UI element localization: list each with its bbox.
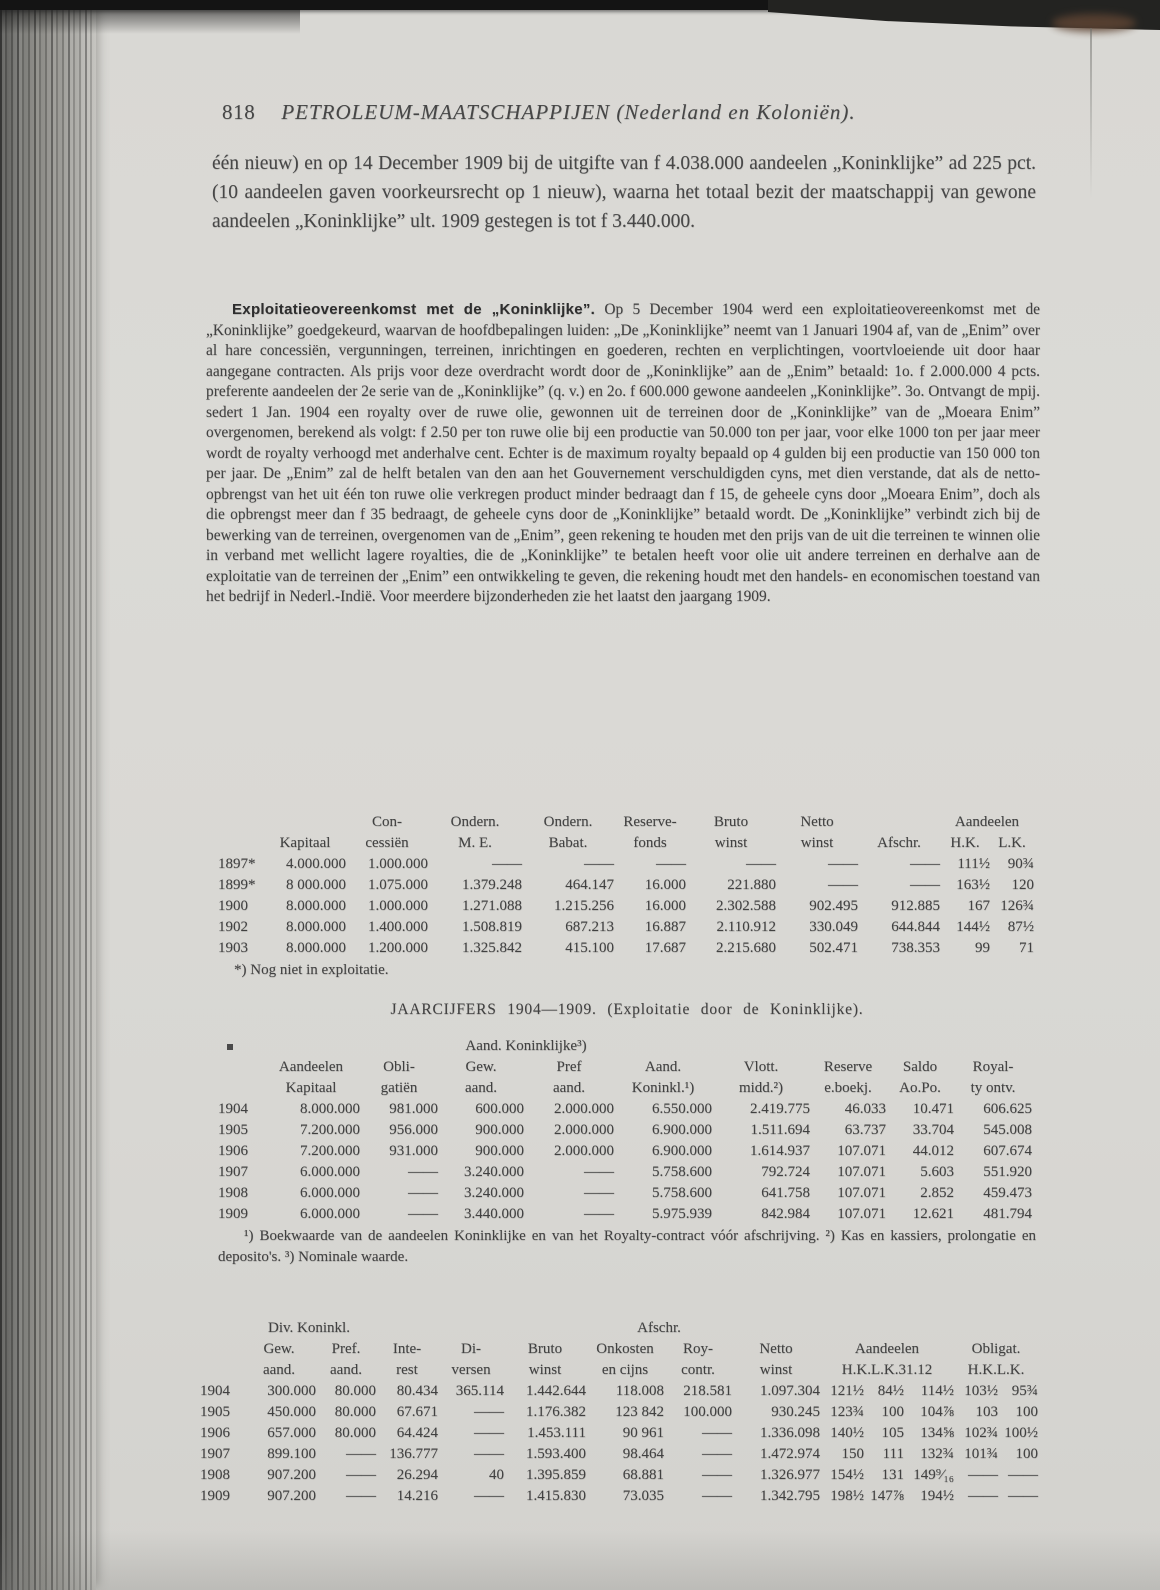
table-row: 1906 7.200.000 931.000 900.000 2.000.000 6.900.000 1.614.937 107.071 44.012 607.674 <box>218 1143 1032 1159</box>
table-row: 1908 6.000.000 —— 3.240.000 —— 5.758.600 641.758 107.071 2.852 459.473 <box>218 1185 1032 1201</box>
jaarcijfers-title: JAARCIJFERS 1904—1909. (Exploitatie door de Koninklijke). <box>390 1001 864 1018</box>
table-kapitaal <box>218 812 1034 959</box>
table-jaarcijfers-footnote: ¹) Boekwaarde van de aandeelen Koninklijke en van het Royalty-contract vóór afschrijving. ²) Kas en kassiers, prolongatie en deposito's. ³) Nominale waarde. <box>218 1228 1036 1265</box>
table-jaarcijfers-wrapper <box>218 1036 1036 1268</box>
exploitatie-section <box>206 300 1040 608</box>
page-number: 818 <box>222 100 256 124</box>
scan-smudge <box>1052 14 1136 32</box>
table-row: 1903 8.000.000 1.200.000 1.325.842 415.100 17.687 2.215.680 502.471 738.353 99 71 <box>218 940 1034 956</box>
table-row: 1899* 8 000.000 1.075.000 1.379.248 464.147 16.000 221.880 —— —— 163½ 120 <box>218 877 1034 893</box>
table-row: 1904 8.000.000 981.000 600.000 2.000.000 6.550.000 2.419.775 46.033 10.471 606.625 <box>218 1101 1032 1117</box>
table-row: 1909 907.200 —— 14.216 —— 1.415.830 73.035 —— 1.342.795 198½ 147⅞ 194½ —— —— <box>200 1488 1038 1504</box>
running-head <box>222 100 1052 125</box>
table-row: 1907 899.100 —— 136.777 —— 1.593.400 98.464 —— 1.472.974 150 111 132¾ 101¾ 100 <box>200 1446 1038 1462</box>
table-row: 1907 6.000.000 —— 3.240.000 —— 5.758.600 792.724 107.071 5.603 551.920 <box>218 1164 1032 1180</box>
page-title: PETROLEUM-MAATSCHAPPIJEN (Nederland en Koloniën). <box>281 100 856 124</box>
table-row: 1902 8.000.000 1.400.000 1.508.819 687.213 16.887 2.110.912 330.049 644.844 144½ 87½ <box>218 919 1034 935</box>
header-row: Kapitaal cessiën M. E. Babat. fonds winst winst Afschr. H.K. L.K. <box>279 835 1026 851</box>
book-page-stack-edge <box>0 0 96 1590</box>
table-kapitaal-wrapper <box>218 812 1036 981</box>
table-row: 1906 657.000 80.000 64.424 —— 1.453.111 90 961 —— 1.336.098 140½ 105 134⅝ 102¾ 100½ <box>200 1425 1038 1441</box>
section-paragraph <box>206 300 1040 608</box>
table-row: 1908 907.200 —— 26.294 40 1.395.859 68.881 —— 1.326.977 154½ 131 149⁹⁄₁₆ —— —— <box>200 1467 1038 1483</box>
header-row: Con- Ondern. Ondern. Reserve- Bruto Netto Aandeelen <box>372 814 1020 830</box>
intro-paragraph: één nieuw) en op 14 December 1909 bij de uitgifte van f 4.038.000 aandeelen „Koninklijke” ad 225 pct. (10 aandeelen gaven voorkeursrecht op 1 nieuw), waarna het totaal bezit der maatschappij van gewone aandeelen „Koninklijke” ult. 1909 gestegen is tot f 3.440.000. <box>212 153 1036 232</box>
scan-vignette <box>0 1530 1160 1590</box>
table-row: 1905 450.000 80.000 67.671 —— 1.176.382 123 842 100.000 930.245 123¾ 100 104⅞ 103 100 <box>200 1404 1038 1420</box>
underlying-page-edge <box>1090 28 1092 198</box>
header-row: Aand. Koninklijke³) <box>465 1038 587 1054</box>
header-row: aand. aand. rest versen winst en cijns contr. winst H.K.L.K.31.12 H.K.L.K. <box>262 1362 1025 1378</box>
table-jaarcijfers <box>218 1036 1032 1225</box>
header-row: Aandeelen Obli- Gew. Pref Aand. Vlott. Reserve Saldo Royal- <box>278 1059 1014 1075</box>
table-row: 1904 300.000 80.000 80.434 365.114 1.442.644 118.008 218.581 1.097.304 121½ 84½ 114½ 103½ 95¾ <box>200 1383 1038 1399</box>
table-dividends-wrapper <box>200 1318 1040 1507</box>
header-row: Gew. Pref. Inte- Di- Bruto Onkosten Roy- Netto Aandeelen Obligat. <box>263 1341 1021 1357</box>
table-row: 1900 8.000.000 1.000.000 1.271.088 1.215.256 16.000 2.302.588 902.495 912.885 167 126¾ <box>218 898 1034 914</box>
table-row: 1905 7.200.000 956.000 900.000 2.000.000 6.900.000 1.511.694 63.737 33.704 545.008 <box>218 1122 1032 1138</box>
table-row: 1909 6.000.000 —— 3.440.000 —— 5.975.939 842.984 107.071 12.621 481.794 <box>218 1206 1032 1222</box>
section-heading: Exploitatieovereenkomst met de „Koninklijke”. <box>232 301 596 318</box>
table-row: 1897* 4.000.000 1.000.000 —— —— —— —— —— —— 111½ 90¾ <box>218 856 1034 872</box>
table-kapitaal-footnote: *) Nog niet in exploitatie. <box>234 962 389 978</box>
section-body: Op 5 December 1904 werd een exploitatieovereenkomst met de „Koninklijke” goedgekeurd, waarvan de hoofdbepalingen luiden: „De „Koninklijke” neemt van 1 Januari 1904 af, van de „Enim” over al hare concessiën, vergunningen, terreinen, inrichtingen en goederen, rechten en verplichtingen, voortvloeiende uit door haar aangegane contracten. Als prijs voor deze overdracht wordt door de „Koninklijke” aan de „Enim” betaald: 1o. f 2.000.000 4 pcts. preferente aandeelen der 2e serie van de „Koninklijke” (q. v.) en 2o. f 600.000 gewone aandeelen „Koninklijke”. 3o. Ontvangt de mpij. sedert 1 Jan. 1904 een royalty over de ruwe olie, gewonnen uit de terreinen door de „Koninklijke” van de „Moeara Enim” overgenomen, berekend als volgt: f 2.50 per ton ruwe olie bij een productie van 50.000 ton per jaar, voor elke 1000 ton per jaar meer wordt de royalty verhoogd met anderhalve cent. Echter is de maximum royalty bepaald op 4 gulden bij een productie van 150 000 ton per jaar. De „Enim” zal de helft betalen van den aan het Gouvernement verschuldigden cyns, met dien verstande, dat als de netto-opbrengst van het uit één ton ruwe olie verkregen product minder bedraagt dan f 15, de geheele cyns door „Moeara Enim”, doch als die opbrengst meer dan f 35 bedraagt, de geheele cyns door de „Koninklijke” betaald wordt. De „Koninklijke” verbindt zich bij de bewerking van de terreinen, overgenomen van de „Enim”, geen rekening te houden met den prijs van de uit die terreinen te winnen olie in verband met wellicht lagere royalties, die de „Koninklijke” te betalen heeft voor olie uit andere terreinen en derhalve aan de exploitatie van de terreinen der „Enim” een ontwikkeling te geven, die rekening houdt met den handels- en economischen toestand van het bedrijf in Nederl.-Indië. Voor meerdere bijzonderheden zie het laatst den jaargang 1909. <box>206 301 1040 605</box>
header-row: Div. Koninkl. Afschr. <box>268 1320 681 1336</box>
table-dividends <box>200 1318 1038 1507</box>
header-row: Kapitaal gatiën aand. aand. Koninkl.¹) midd.²) e.boekj. Ao.Po. ty ontv. <box>285 1080 1016 1096</box>
